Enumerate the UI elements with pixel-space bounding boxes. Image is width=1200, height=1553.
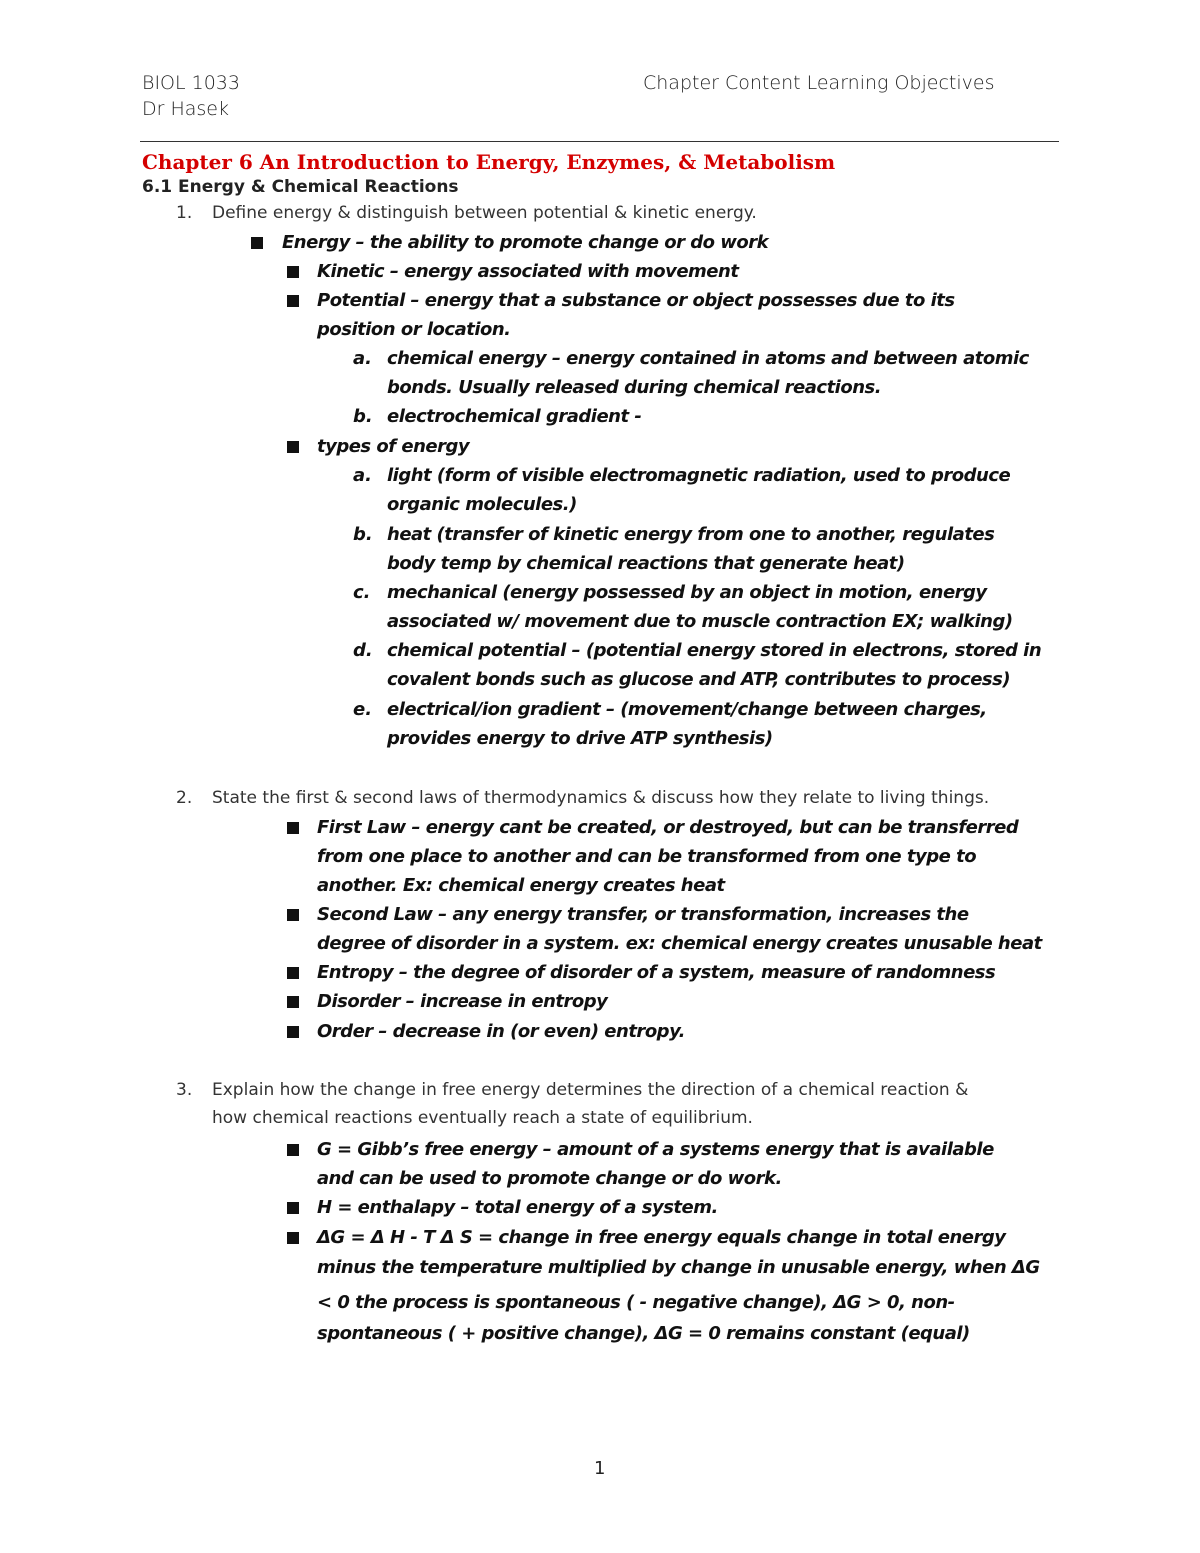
square-bullet-icon [287,909,299,921]
square-bullet-icon [287,441,299,453]
note-line: body temp by chemical reactions that generate heat) [387,553,905,574]
section-title: 6.1 Energy & Chemical Reactions [142,177,459,197]
header-divider [140,141,1059,142]
note-line: Potential – energy that a substance or object possesses due to its [317,290,955,311]
note-line: from one place to another and can be transformed from one type to [317,846,977,867]
square-bullet-icon [287,822,299,834]
list-letter: c. [353,582,371,603]
note-line: types of energy [317,436,470,457]
objective-text: Define energy & distinguish between potential & kinetic energy. [212,203,757,223]
document-title: Chapter Content Learning Objectives [643,72,995,94]
square-bullet-icon [287,1202,299,1214]
list-letter: b. [353,406,373,427]
note-line: heat (transfer of kinetic energy from one to another, regulates [387,524,995,545]
list-letter: d. [353,640,373,661]
instructor-name: Dr Hasek [142,98,230,120]
objective-text: how chemical reactions eventually reach a state of equilibrium. [212,1108,753,1128]
objective-text: Explain how the change in free energy determines the direction of a chemical reaction & [212,1080,969,1100]
chapter-title: Chapter 6 An Introduction to Energy, Enzymes, & Metabolism [142,150,836,174]
note-line: Kinetic – energy associated with movement [317,261,739,282]
square-bullet-icon [287,1232,299,1244]
objective-number: 1. [176,203,193,223]
note-line: provides energy to drive ATP synthesis) [387,728,773,749]
objective-number: 3. [176,1080,193,1100]
note-line: bonds. Usually released during chemical reactions. [387,377,882,398]
page-number: 1 [594,1458,606,1479]
note-line: electrochemical gradient - [387,406,642,427]
note-line: chemical potential – (potential energy stored in electrons, stored in [387,640,1042,661]
square-bullet-icon [251,237,263,249]
note-line: spontaneous ( + positive change), ΔG = 0 remains constant (equal) [317,1323,970,1344]
square-bullet-icon [287,996,299,1008]
note-line: Entropy – the degree of disorder of a system, measure of randomness [317,962,996,983]
note-line: G = Gibb’s free energy – amount of a systems energy that is available [317,1139,994,1160]
note-line: Energy – the ability to promote change or do work [282,232,769,253]
list-letter: b. [353,524,373,545]
note-line: Second Law – any energy transfer, or transformation, increases the [317,904,969,925]
note-line: minus the temperature multiplied by change in unusable energy, when ΔG [317,1257,1040,1278]
list-letter: e. [353,699,373,720]
square-bullet-icon [287,1026,299,1038]
note-line: degree of disorder in a system. ex: chemical energy creates unusable heat [317,933,1042,954]
note-line: associated w/ movement due to muscle contraction EX; walking) [387,611,1013,632]
note-line: H = enthalapy – total energy of a system. [317,1197,718,1218]
list-letter: a. [353,465,372,486]
note-line: Order – decrease in (or even) entropy. [317,1021,685,1042]
objective-text: State the first & second laws of thermodynamics & discuss how they relate to living things. [212,788,990,808]
note-line: electrical/ion gradient – (movement/change between charges, [387,699,987,720]
list-letter: a. [353,348,372,369]
note-line: organic molecules.) [387,494,577,515]
note-line: chemical energy – energy contained in atoms and between atomic [387,348,1029,369]
note-line: mechanical (energy possessed by an object in motion, energy [387,582,987,603]
note-line: covalent bonds such as glucose and ATP, contributes to process) [387,669,1011,690]
note-line: ΔG = Δ H - T Δ S = change in free energy equals change in total energy [317,1227,1006,1248]
square-bullet-icon [287,266,299,278]
square-bullet-icon [287,967,299,979]
note-line: First Law – energy cant be created, or destroyed, but can be transferred [317,817,1019,838]
note-line: < 0 the process is spontaneous ( - negative change), ΔG > 0, non- [317,1292,955,1313]
note-line: Disorder – increase in entropy [317,991,608,1012]
square-bullet-icon [287,295,299,307]
objective-number: 2. [176,788,193,808]
note-line: and can be used to promote change or do work. [317,1168,782,1189]
note-line: light (form of visible electromagnetic radiation, used to produce [387,465,1011,486]
square-bullet-icon [287,1144,299,1156]
course-code: BIOL 1033 [142,72,240,94]
note-line: another. Ex: chemical energy creates heat [317,875,725,896]
note-line: position or location. [317,319,511,340]
